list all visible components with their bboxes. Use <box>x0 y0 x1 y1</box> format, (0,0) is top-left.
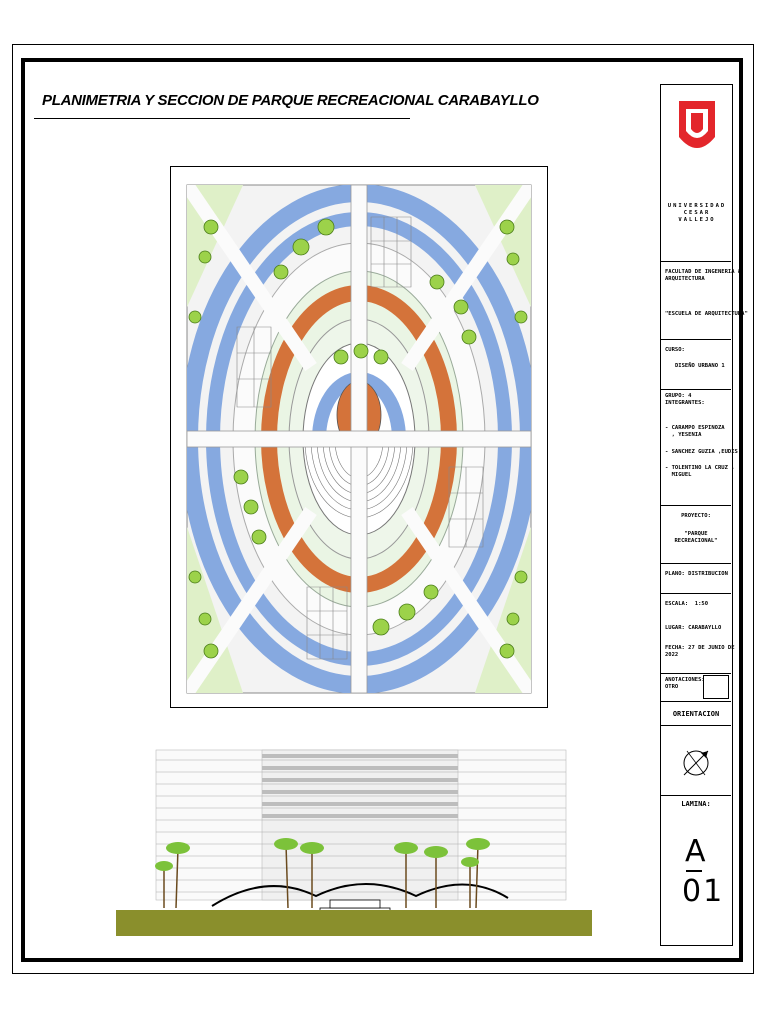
section-drawing <box>116 748 592 938</box>
tb-divider <box>661 563 731 564</box>
sheet-number: 01 <box>682 874 725 909</box>
course-label: CURSO: <box>665 347 685 353</box>
project-name: "PARQUE RECREACIONAL" <box>674 531 718 544</box>
north-arrow-icon <box>681 745 711 781</box>
sheet-letter: A <box>685 834 706 869</box>
tb-divider <box>661 593 731 594</box>
project-label: PROYECTO: <box>681 513 711 519</box>
group-info: GRUPO: 4 INTEGRANTES: <box>665 393 705 406</box>
title-block <box>660 84 748 946</box>
member-1: - CARAMPO ESPINOZA , YESENIA <box>665 425 725 438</box>
ground-strip <box>116 910 592 936</box>
tb-divider <box>661 261 731 262</box>
title-underline <box>34 88 539 119</box>
place: LUGAR: CARABAYLLO <box>665 625 722 631</box>
tb-divider <box>661 673 731 674</box>
tb-divider <box>661 505 731 506</box>
plan-name: PLANO: DISTRIBUCION <box>665 571 728 577</box>
tb-divider <box>661 339 731 340</box>
faculty-name: FACULTAD DE INGENERIA & ARQUITECTURA <box>665 269 742 282</box>
tb-divider <box>661 701 731 702</box>
date: FECHA: 27 DE JUNIO DE 2022 <box>665 645 735 658</box>
tb-divider <box>661 725 731 726</box>
member-2: - SANCHEZ GUZIA ,EUDIS <box>665 449 738 455</box>
notes-box <box>703 675 729 699</box>
member-3: - TOLENTINO LA CRUZ , MIGUEL <box>665 465 735 478</box>
park-section <box>116 748 592 938</box>
notes: ANOTACIONES: OTRO <box>665 677 705 690</box>
tb-divider <box>661 795 731 796</box>
sheet-title: PLANIMETRIA Y SECCION DE PARQUE RECREACIONAL CARABAYLLO <box>42 92 539 109</box>
background-buildings <box>156 750 566 900</box>
east-west-axis <box>187 431 531 447</box>
sheet-label: LAMINA: <box>681 800 711 808</box>
scale: ESCALA: 1:50 <box>665 601 709 607</box>
sheet-number-bar <box>686 870 702 872</box>
orientation-label: ORIENTACION <box>672 710 720 718</box>
tb-divider <box>661 389 731 390</box>
site-plan-drawing <box>171 167 546 706</box>
course-name: DISEÑO URBANO 1 <box>675 363 725 369</box>
school-name: "ESCUELA DE ARQUITECTURA" <box>665 311 748 317</box>
ucv-logo-icon <box>677 99 717 171</box>
site-plan <box>170 166 548 708</box>
university-name: UNIVERSIDAD CESAR VALLEJO <box>667 203 727 223</box>
